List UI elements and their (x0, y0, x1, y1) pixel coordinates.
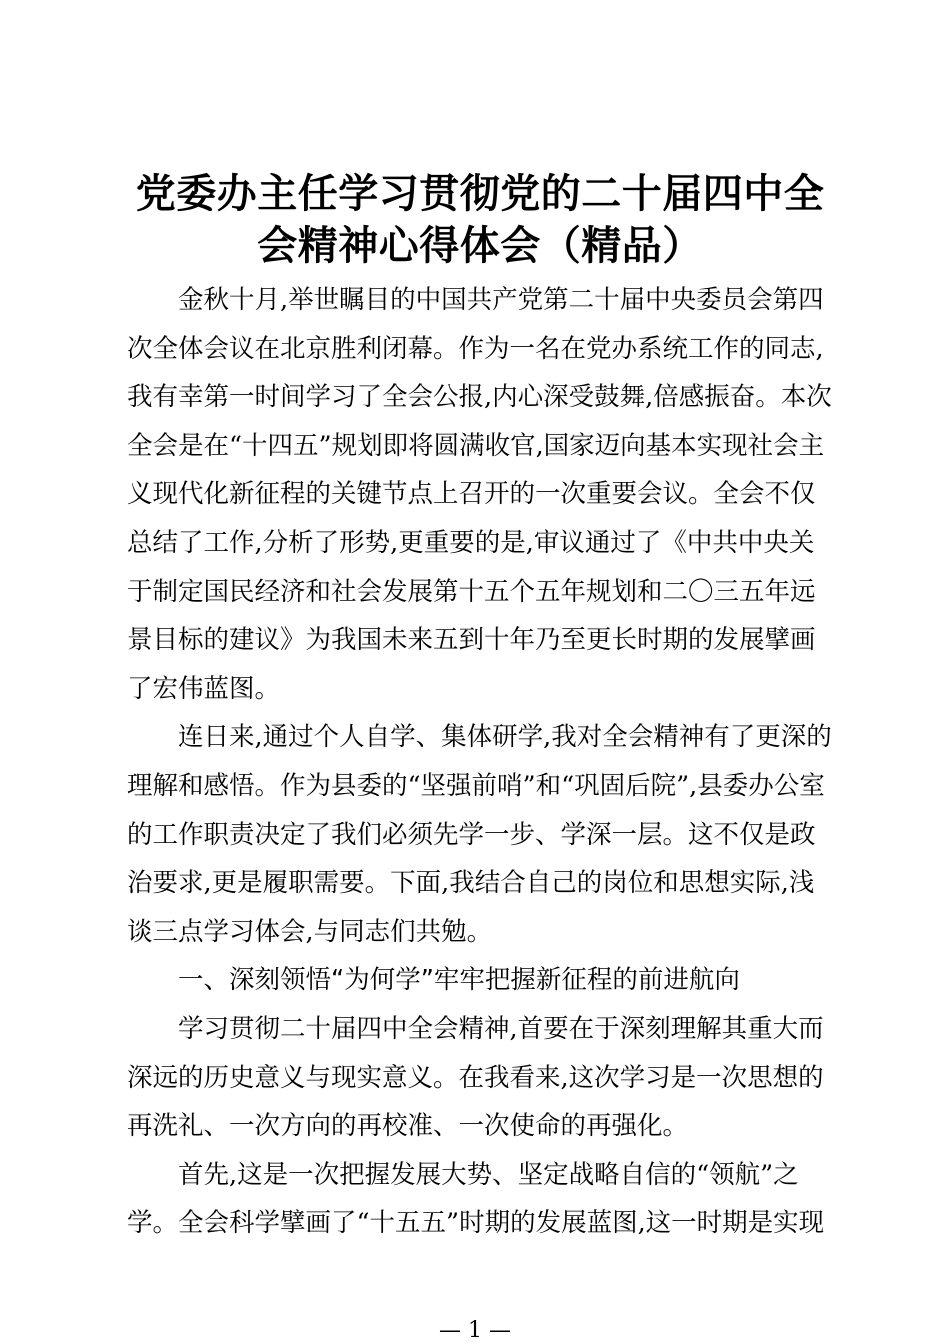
body-line: 金秋十月,举世瞩目的中国共产党第二十届中央委员会第四 (178, 285, 824, 315)
body-line: 首先,这是一次把握发展大势、坚定战略自信的“领航”之 (178, 1159, 799, 1190)
body-line: 学。全会科学擘画了“十五五”时期的发展蓝图,这一时期是实现 (127, 1208, 825, 1239)
page-number: — 1 — (439, 1318, 511, 1343)
body-line: 学习贯彻二十届四中全会精神,首要在于深刻理解其重大而 (178, 1013, 824, 1044)
body-line: 总结了工作,分析了形势,更重要的是,审议通过了《中共中央关 (127, 527, 815, 558)
body-line: 治要求,更是履职需要。下面,我结合自己的岗位和思想实际,浅 (127, 868, 815, 899)
body-line: 了宏伟蓝图。 (127, 673, 281, 704)
body-line: 再洗礼、一次方向的再校准、一次使命的再强化。 (127, 1111, 689, 1142)
body-line: 谈三点学习体会,与同志们共勉。 (127, 916, 493, 947)
body-line: 景目标的建议》为我国未来五到十年乃至更长时期的发展擘画 (127, 625, 816, 656)
section-heading: 一、深刻领悟“为何学”牢牢把握新征程的前进航向 (178, 965, 740, 996)
body-line: 全会是在“十四五”规划即将圆满收官,国家迈向基本实现社会主 (127, 430, 825, 461)
title-line-2: 会精神心得体会（精品） (257, 223, 703, 269)
body-line: 深远的历史意义与现实意义。在我看来,这次学习是一次思想的 (127, 1062, 824, 1093)
body-line: 我有幸第一时间学习了全会公报,内心深受鼓舞,倍感振奋。本次 (127, 382, 832, 413)
body-line: 于制定国民经济和社会发展第十五个五年规划和二〇三五年远 (127, 576, 816, 607)
body-line: 义现代化新征程的关键节点上召开的一次重要会议。全会不仅 (127, 479, 816, 510)
document-title (120, 168, 840, 272)
body-line: 次全体会议在北京胜利闭幕。作为一名在党办系统工作的同志, (127, 333, 824, 364)
title-line-1: 党委办主任学习贯彻党的二十届四中全 (135, 171, 825, 217)
body-line: 连日来,通过个人自学、集体研学,我对全会精神有了更深的 (178, 722, 832, 753)
body-line: 的工作职责决定了我们必须先学一步、学深一层。这不仅是政 (127, 819, 816, 850)
document-body (127, 276, 833, 1248)
body-line: 理解和感悟。作为县委的“坚强前哨”和“巩固后院”,县委办公室 (127, 770, 825, 801)
